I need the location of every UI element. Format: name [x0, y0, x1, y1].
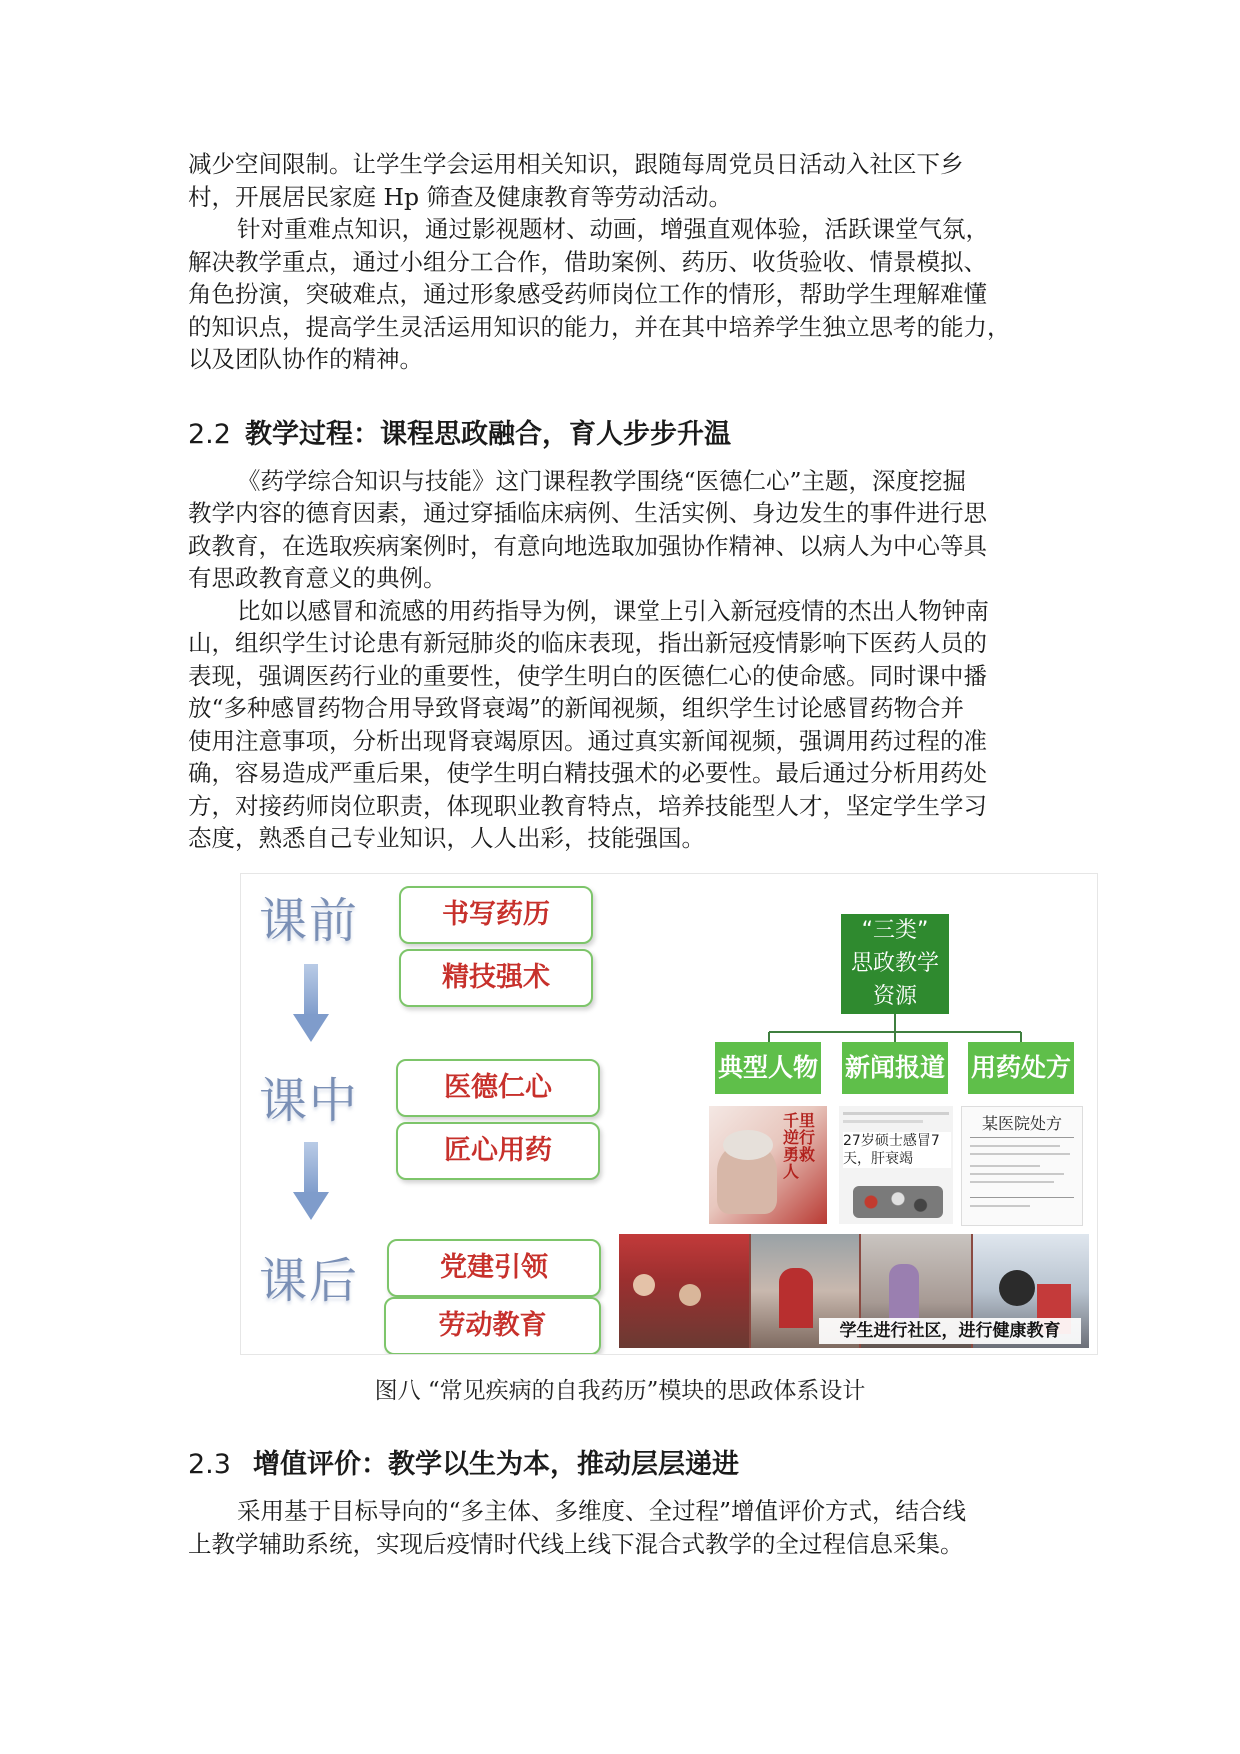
text-line: 使用注意事项，分析出现肾衰竭原因。通过真实新闻视频，强调用药过程的准	[188, 726, 987, 755]
text-line: 减少空间限制。让学生学会运用相关知识，跟随每周党员日活动入社区下乡	[188, 150, 964, 178]
figure-caption: 图八 “常见疾病的自我药历”模块的思政体系设计	[374, 1378, 866, 1404]
page-content	[188, 148, 1058, 855]
text-line: 采用基于目标导向的“多主体、多维度、全过程”增值评价方式，结合线	[237, 1497, 967, 1525]
text-line: 村，开展居民家庭 Hp 筛查及健康教育等劳动活动。	[188, 182, 732, 211]
text-line: 比如以感冒和流感的用药指导为例，课堂上引入新冠疫情的杰出人物钟南	[237, 596, 989, 625]
stage-label-in: 课中	[259, 1073, 360, 1129]
paragraph-teaching-methods	[188, 213, 1058, 376]
section-heading-2-3	[188, 1442, 1058, 1481]
text-line: 有思政教育意义的典例。	[188, 564, 447, 592]
poster-calligraphy: 千里逆行勇救人	[783, 1111, 816, 1181]
intro-paragraph	[188, 148, 1058, 213]
category-typical-figures: 典型人物	[715, 1042, 821, 1094]
text-line: 教学内容的德育因素，通过穿插临床病例、生活实例、身边发生的事件进行思	[188, 499, 987, 527]
news-report-image	[839, 1106, 953, 1224]
text-line: 方，对接药师岗位职责，体现职业教育特点，培养技能型人才，坚定学生学习	[188, 791, 987, 820]
paragraph-course-theme	[188, 465, 1058, 595]
pill-craft-medication: 匠心用药	[396, 1122, 600, 1180]
text-line: 角色扮演，突破难点，通过形象感受药师岗位工作的情形，帮助学生理解难懂	[188, 280, 987, 308]
pill-write-med-record: 书写药历	[399, 886, 593, 944]
section-number: 2.3	[188, 1449, 231, 1480]
text-line: 态度，熟悉自己专业知识，人人出彩，技能强国。	[188, 824, 705, 852]
paragraph-value-added-evaluation	[188, 1495, 1058, 1560]
root-line: “三类”	[861, 918, 929, 943]
text-line: 的知识点，提高学生灵活运用知识的能力，并在其中培养学生独立思考的能力，	[188, 312, 1011, 341]
section-2-3	[188, 1442, 1058, 1560]
category-prescriptions: 用药处方	[968, 1042, 1074, 1094]
text-line: 以及团队协作的精神。	[188, 345, 423, 373]
text-line: 解决教学重点，通过小组分工合作，借助案例、药历、收货验收、情景模拟、	[188, 247, 987, 276]
stage-label-pre: 课前	[259, 893, 360, 949]
text-line: 确，容易造成严重后果，使学生明白精技强术的必要性。最后通过分析用药处	[188, 759, 987, 787]
stage-label-post: 课后	[259, 1253, 360, 1309]
section-heading-2-2	[188, 412, 1058, 451]
section-number: 2.2	[188, 418, 231, 450]
prescription-title: 某医院处方	[981, 1114, 1062, 1133]
root-line: 资源	[872, 984, 917, 1009]
section-title: 增值评价：教学以生为本，推动层层递进	[252, 1449, 739, 1480]
news-headline: 27岁硕士感冒7天，肝衰竭	[843, 1132, 951, 1168]
text-line: 表现，强调医药行业的重要性，使学生明白的医德仁心的使命感。同时课中播	[188, 661, 987, 690]
typical-figure-poster-image	[709, 1106, 827, 1224]
text-line: 上教学辅助系统，实现后疫情时代线上线下混合式教学的全过程信息采集。	[188, 1529, 964, 1558]
text-line: 《药学综合知识与技能》这门课程教学围绕“医德仁心”主题，深度挖掘	[237, 466, 967, 495]
ideology-system-figure	[240, 873, 1098, 1355]
photo-caption: 学生进行社区，进行健康教育	[819, 1318, 1081, 1344]
section-title: 教学过程：课程思政融合，育人步步升温	[244, 418, 731, 450]
pill-labor-education: 劳动教育	[384, 1297, 601, 1355]
text-line: 山，组织学生讨论患有新冠肺炎的临床表现，指出新冠疫情影响下医药人员的	[188, 629, 987, 657]
paragraph-cold-example	[188, 595, 1058, 855]
text-line: 放“多种感冒药物合用导致肾衰竭”的新闻视频，组织学生讨论感冒药物合并	[188, 694, 965, 722]
pill-party-leadership: 党建引领	[387, 1239, 601, 1297]
text-line: 政教育，在选取疾病案例时，有意向地选取加强协作精神、以病人为中心等具	[188, 531, 987, 560]
pill-refine-skills: 精技强术	[399, 949, 593, 1007]
text-line: 针对重难点知识，通过影视题材、动画，增强直观体验，活跃课堂气氛，	[237, 215, 989, 243]
pill-medical-ethics: 医德仁心	[396, 1059, 600, 1117]
root-line: 思政教学	[850, 951, 939, 976]
community-education-photos	[619, 1234, 1089, 1348]
prescription-image	[961, 1106, 1083, 1226]
category-news-reports: 新闻报道	[842, 1042, 948, 1094]
